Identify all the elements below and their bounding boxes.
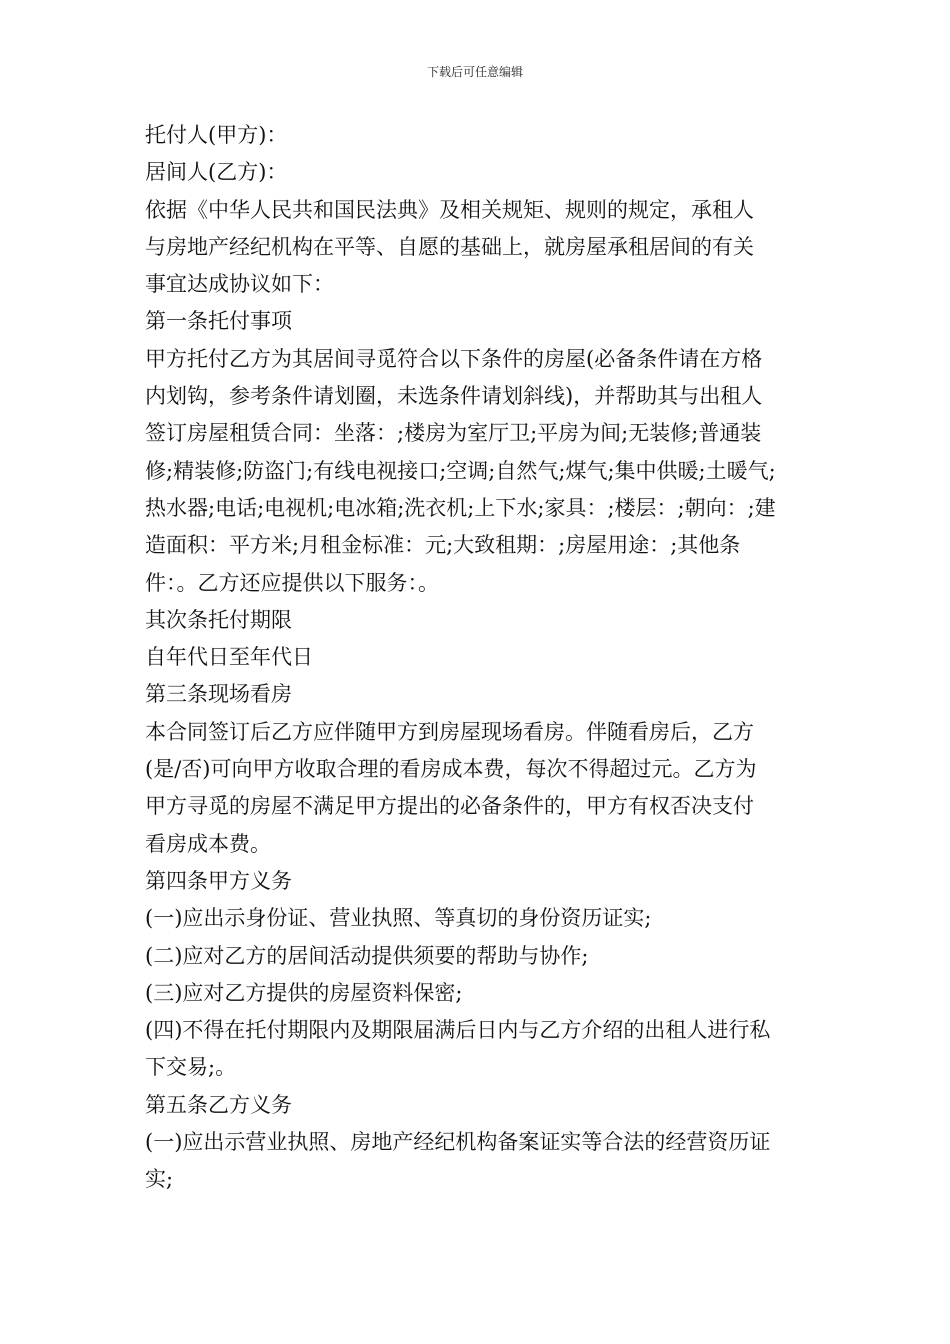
list-item: (四)不得在托付期限内及期限届满后日内与乙方介绍的出租人进行私 xyxy=(145,1018,771,1043)
doc-line: 造面积：平方米;月租金标准：元;大致租期：;房屋用途：;其他条 xyxy=(145,533,741,558)
document-body xyxy=(145,117,807,1199)
doc-line: (是/否)可向甲方收取合理的看房成本费，每次不得超过元。乙方为 xyxy=(145,757,757,782)
doc-line: 依据《中华人民共和国民法典》及相关规矩、规则的规定，承租人 xyxy=(145,197,754,222)
list-item: (一)应出示营业执照、房地产经纪机构备案证实等合法的经营资历证 xyxy=(145,1130,771,1155)
section-heading-3: 第三条现场看房 xyxy=(145,682,292,707)
doc-line: 与房地产经纪机构在平等、自愿的基础上，就房屋承租居间的有关 xyxy=(145,234,754,259)
doc-line: 内划钩，参考条件请划圈，未选条件请划斜线)，并帮助其与出租人 xyxy=(145,384,763,409)
doc-line: 看房成本费。 xyxy=(145,831,271,856)
doc-line: 甲方寻觅的房屋不满足甲方提出的必备条件的，甲方有权否决支付 xyxy=(145,794,754,819)
doc-line-broker: 居间人(乙方)： xyxy=(145,160,288,185)
doc-line: 事宜达成协议如下： xyxy=(145,272,334,297)
doc-line: 修;精装修;防盗门;有线电视接口;空调;自然气;煤气;集中供暖;土暖气; xyxy=(145,458,776,483)
doc-line: 本合同签订后乙方应伴随甲方到房屋现场看房。伴随看房后，乙方 xyxy=(145,719,754,744)
doc-line: 下交易;。 xyxy=(145,1055,237,1080)
section-heading-4: 第四条甲方义务 xyxy=(145,868,292,893)
doc-line: 件：。乙方还应提供以下服务：。 xyxy=(145,570,439,595)
list-item: (三)应对乙方提供的房屋资料保密; xyxy=(145,980,463,1005)
doc-line-client: 托付人(甲方)： xyxy=(145,123,288,147)
list-item: (二)应对乙方的居间活动提供须要的帮助与协作; xyxy=(145,943,589,968)
doc-line: 自年代日至年代日 xyxy=(145,645,313,670)
page-header-note: 下载后可任意编辑 xyxy=(426,65,523,79)
doc-line: 实; xyxy=(145,1167,174,1192)
doc-line: 甲方托付乙方为其居间寻觅符合以下条件的房屋(必备条件请在方格 xyxy=(145,346,763,371)
doc-line: 热水器;电话;电视机;电冰箱;洗衣机;上下水;家具：;楼层：;朝向：;建 xyxy=(145,495,776,520)
section-heading-1: 第一条托付事项 xyxy=(145,309,292,334)
doc-line: 签订房屋租赁合同：坐落：;楼房为室厅卫;平房为间;无装修;普通装 xyxy=(145,421,762,446)
list-item: (一)应出示身份证、营业执照、等真切的身份资历证实; xyxy=(145,906,652,931)
section-heading-2: 其次条托付期限 xyxy=(145,607,292,632)
section-heading-5: 第五条乙方义务 xyxy=(145,1092,292,1117)
